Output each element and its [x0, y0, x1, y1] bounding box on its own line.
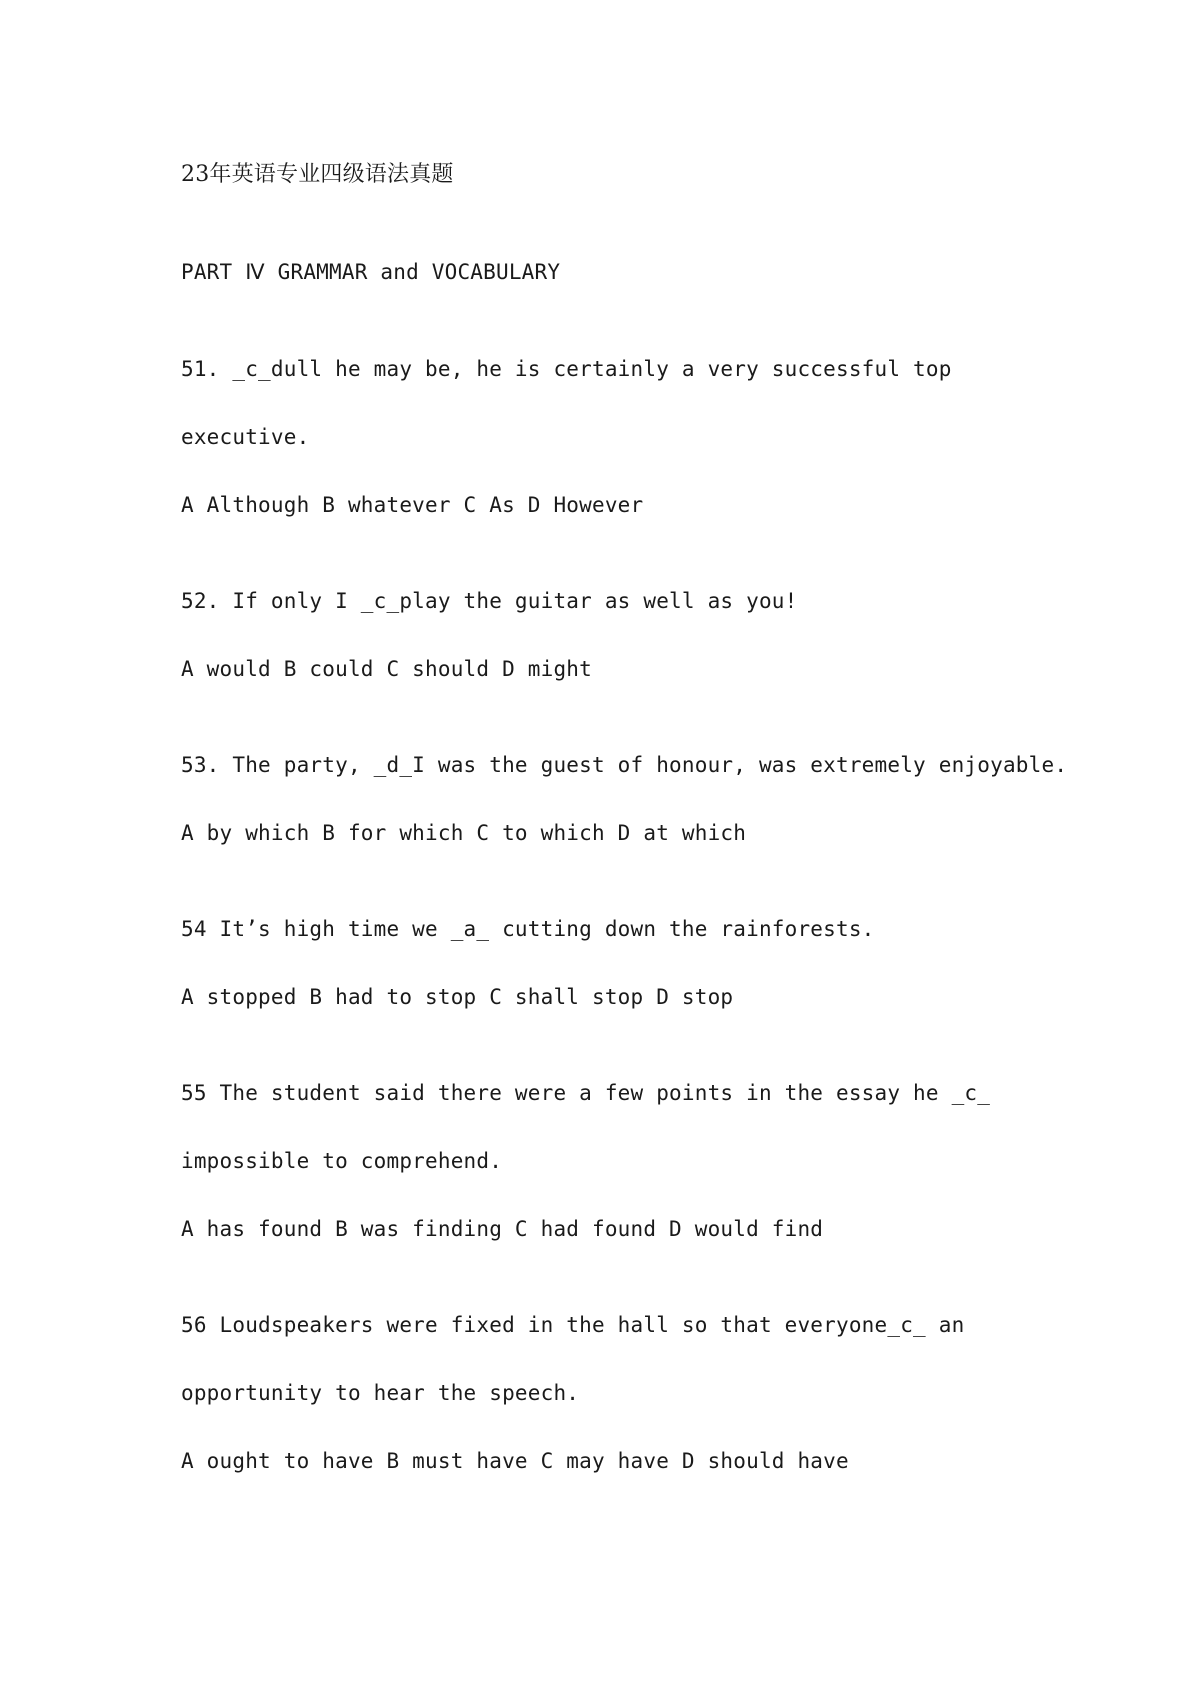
- question-54-stem: 54 It’s high time we _a_ cutting down the rainforests.: [181, 917, 875, 941]
- question-56-stem-line-1: 56 Loudspeakers were fixed in the hall so that everyone_c_ an: [181, 1313, 965, 1337]
- question-56-options: A ought to have B must have C may have D should have: [181, 1449, 849, 1473]
- question-53-stem: 53. The party, _d_I was the guest of honour, was extremely enjoyable.: [181, 753, 1068, 777]
- question-56-stem-line-2: opportunity to hear the speech.: [181, 1381, 580, 1405]
- question-54-options: A stopped B had to stop C shall stop D stop: [181, 985, 734, 1009]
- question-51-options: A Although B whatever C As D However: [181, 493, 644, 517]
- document-title: 23年英语专业四级语法真题: [181, 162, 454, 187]
- question-55-stem-line-2: impossible to comprehend.: [181, 1149, 503, 1173]
- question-52-options: A would B could C should D might: [181, 657, 592, 681]
- question-51-stem-line-2: executive.: [181, 425, 310, 449]
- question-55-options: A has found B was finding C had found D would find: [181, 1217, 824, 1241]
- question-52-stem: 52. If only I _c_play the guitar as well as you!: [181, 589, 798, 613]
- question-53-options: A by which B for which C to which D at which: [181, 821, 747, 845]
- question-51-stem-line-1: 51. _c_dull he may be, he is certainly a very successful top: [181, 357, 952, 381]
- question-55-stem-line-1: 55 The student said there were a few points in the essay he _c_: [181, 1081, 991, 1105]
- section-heading: PART Ⅳ GRAMMAR and VOCABULARY: [181, 260, 561, 284]
